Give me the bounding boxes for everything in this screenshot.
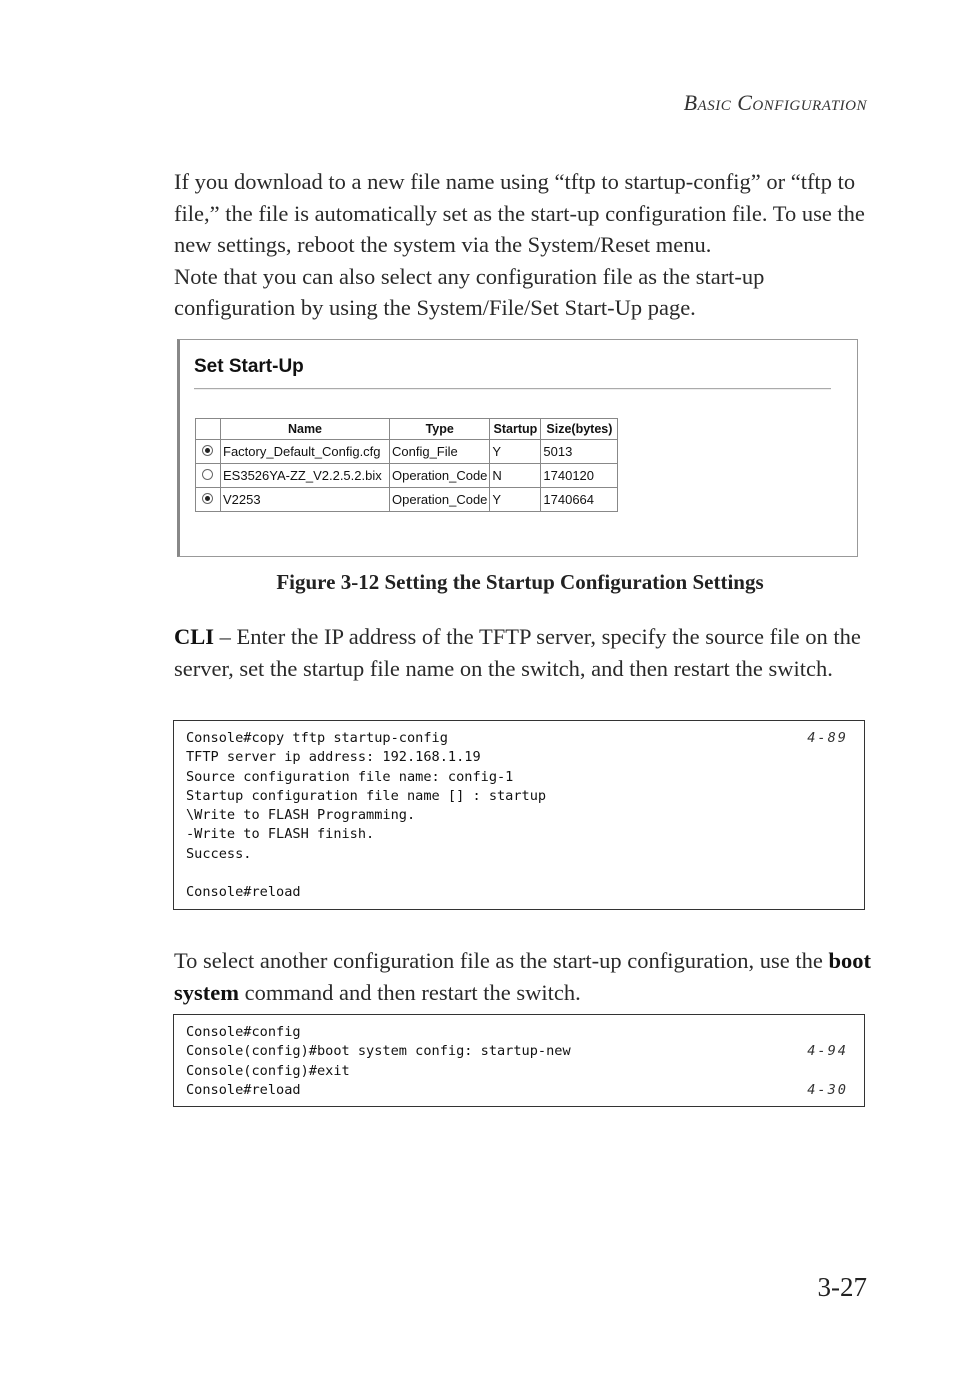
code-text: Source configuration file name: config-1: [186, 768, 514, 785]
file-size-cell: 1740120: [541, 464, 618, 488]
file-select-radio[interactable]: [196, 440, 221, 464]
code-text: -Write to FLASH finish.: [186, 826, 375, 843]
table-header-row: [196, 419, 618, 440]
command-reference: 4-89: [807, 730, 848, 746]
code-line: [186, 748, 848, 767]
intro-text: If you download to a new file name using “tftp to startup-config” or “tftp to file,” the file is automatically set as the start-up configuration file. To use the new settings, reboot the system via the System/Reset menu.: [174, 169, 865, 257]
set-startup-screenshot: [177, 339, 858, 557]
cli-label: CLI: [174, 624, 215, 649]
cli-text: – Enter the IP address of the TFTP server, specify the source file on the server, set the startup file name on the switch, and then restart the switch.: [174, 624, 861, 681]
title-divider: [194, 388, 831, 390]
file-name-cell: V2253: [221, 488, 390, 512]
code-text: TFTP server ip address: 192.168.1.19: [186, 749, 481, 766]
screenshot-title: Set Start-Up: [194, 356, 304, 377]
code-line: [186, 806, 848, 825]
name-column-header: Name: [221, 419, 390, 440]
code-line: [186, 787, 848, 806]
table-row: [196, 440, 618, 464]
file-select-radio[interactable]: [196, 464, 221, 488]
code-text: Console#reload: [186, 884, 301, 901]
code-line: [186, 825, 848, 844]
boot-text-before: To select another configuration file as the start-up configuration, use the: [174, 948, 829, 973]
code-text: Console#reload: [186, 1081, 301, 1098]
command-reference: 4-94: [807, 1043, 848, 1060]
select-column-header: [196, 419, 221, 440]
file-name-cell: ES3526YA-ZZ_V2.2.5.2.bix: [221, 464, 390, 488]
file-name-cell: Factory_Default_Config.cfg: [221, 440, 390, 464]
file-startup-cell: Y: [490, 440, 541, 464]
code-text: Success.: [186, 845, 252, 862]
code-text: Startup configuration file name [] : startup: [186, 787, 547, 804]
figure-caption: Figure 3-12 Setting the Startup Configuration Settings: [276, 570, 764, 594]
intro-note: Note that you can also select any configuration file as the start-up configuration by using the System/File/Set Start-Up page.: [174, 263, 765, 320]
code-text: Console(config)#exit: [186, 1062, 350, 1079]
startup-file-table: [195, 418, 618, 512]
table-row: [196, 464, 618, 488]
code-text: Console#config: [186, 1024, 301, 1040]
code-line: [186, 1023, 848, 1042]
code-block-boot-system: [173, 1014, 865, 1107]
file-select-radio[interactable]: [196, 488, 221, 512]
file-type-cell: Config_File: [390, 440, 490, 464]
startup-column-header: Startup: [490, 419, 541, 440]
code-line: [186, 1042, 848, 1061]
file-startup-cell: Y: [490, 488, 541, 512]
code-line: [186, 729, 848, 748]
radio-unselected-icon[interactable]: [202, 469, 213, 480]
code-line: [186, 864, 848, 883]
code-line: [186, 883, 848, 902]
file-size-cell: 1740664: [541, 488, 618, 512]
code-text: Console(config)#boot system config: startup-new: [186, 1043, 571, 1060]
running-header: Basic Configuration: [683, 90, 867, 115]
command-reference: 4-30: [807, 1081, 848, 1098]
table-row: [196, 488, 618, 512]
file-type-cell: Operation_Code: [390, 464, 490, 488]
code-line: [186, 1081, 848, 1100]
code-line: [186, 845, 848, 864]
file-startup-cell: N: [490, 464, 541, 488]
type-column-header: Type: [390, 419, 490, 440]
code-text: Console#copy tftp startup-config: [186, 730, 448, 746]
code-line: [186, 1062, 848, 1081]
code-block-copy-tftp: [173, 720, 865, 910]
size-column-header: Size(bytes): [541, 419, 618, 440]
page-number: 3-27: [817, 1272, 867, 1302]
code-text: \Write to FLASH Programming.: [186, 807, 416, 824]
file-size-cell: 5013: [541, 440, 618, 464]
radio-selected-icon[interactable]: [202, 445, 213, 456]
boot-command-name: boot system: [174, 948, 871, 1005]
radio-selected-icon[interactable]: [202, 493, 213, 504]
cli-paragraph: [174, 621, 874, 684]
boot-text-after: command and then restart the switch.: [238, 979, 581, 1005]
boot-system-paragraph: [174, 945, 874, 1008]
file-type-cell: Operation_Code: [390, 488, 490, 512]
code-line: [186, 768, 848, 787]
intro-paragraph: [174, 166, 874, 324]
